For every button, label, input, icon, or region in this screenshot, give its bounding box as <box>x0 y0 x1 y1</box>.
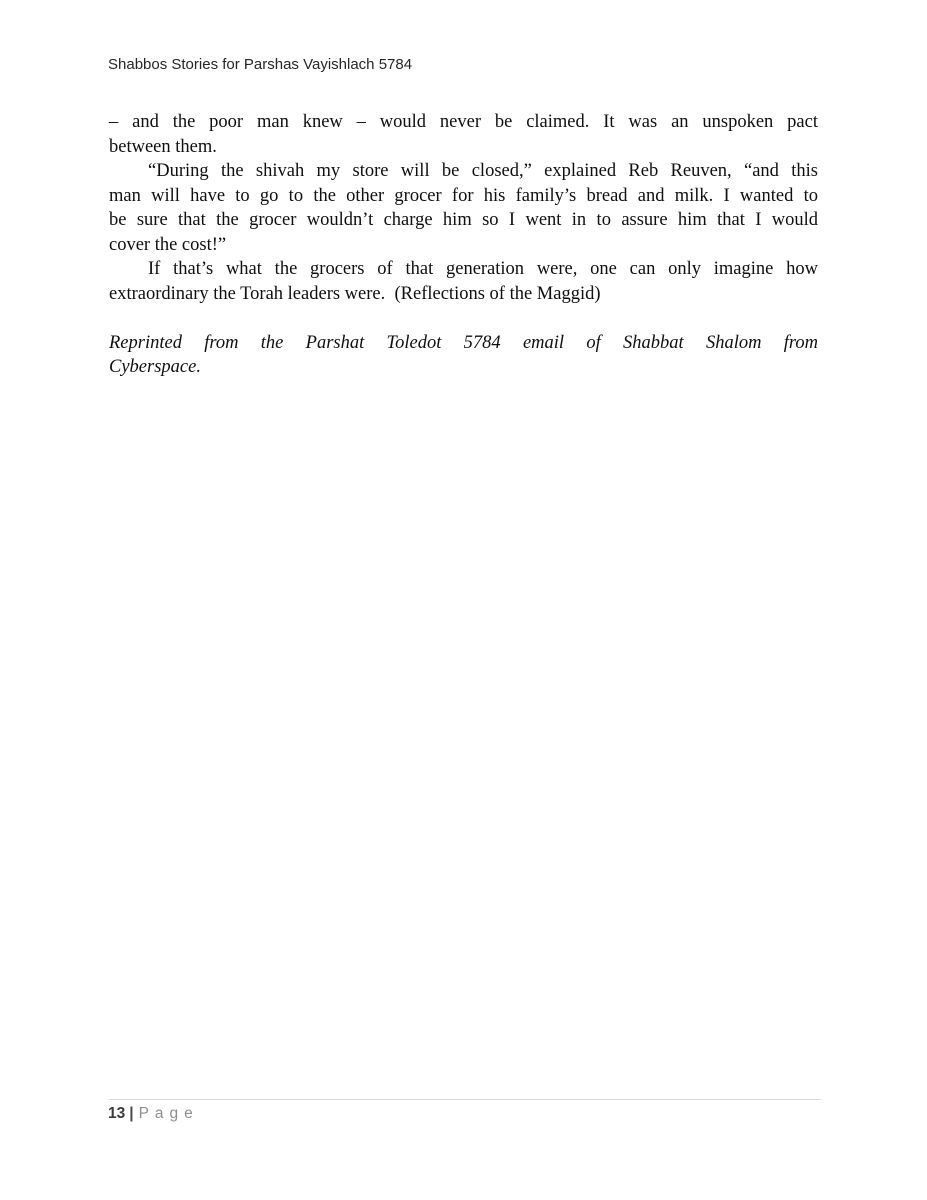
page-footer <box>108 1104 199 1124</box>
text-line: be sure that the grocer wouldn’t charge him so I went in to assure him that I would <box>109 210 818 230</box>
text-line: “During the shivah my store will be closed,” explained Reb Reuven, “and this <box>148 161 818 181</box>
page-number: 13 <box>108 1105 126 1122</box>
document-body <box>109 110 818 380</box>
text-line: If that’s what the grocers of that generation were, one can only imagine how <box>148 259 818 279</box>
blank-line <box>109 306 818 331</box>
text-line: extraordinary the Torah leaders were. (Reflections of the Maggid) <box>109 283 601 304</box>
footer-separator: | <box>129 1105 134 1122</box>
footer-divider <box>109 1099 821 1100</box>
text-line: cover the cost!” <box>109 234 227 255</box>
text-line: Cyberspace. <box>109 357 201 377</box>
text-line: – and the poor man knew – would never be claimed. It was an unspoken pact <box>109 112 818 132</box>
text-line: Reprinted from the Parshat Toledot 5784 email of Shabbat Shalom from <box>109 332 818 353</box>
page-label: Page <box>138 1105 199 1122</box>
header-title: Shabbos Stories for Parshas Vayishlach 5784 <box>108 56 413 73</box>
page-header <box>108 56 412 73</box>
text-line: man will have to go to the other grocer for his family’s bread and milk. I wanted to <box>109 185 818 206</box>
text-line: between them. <box>109 136 217 157</box>
